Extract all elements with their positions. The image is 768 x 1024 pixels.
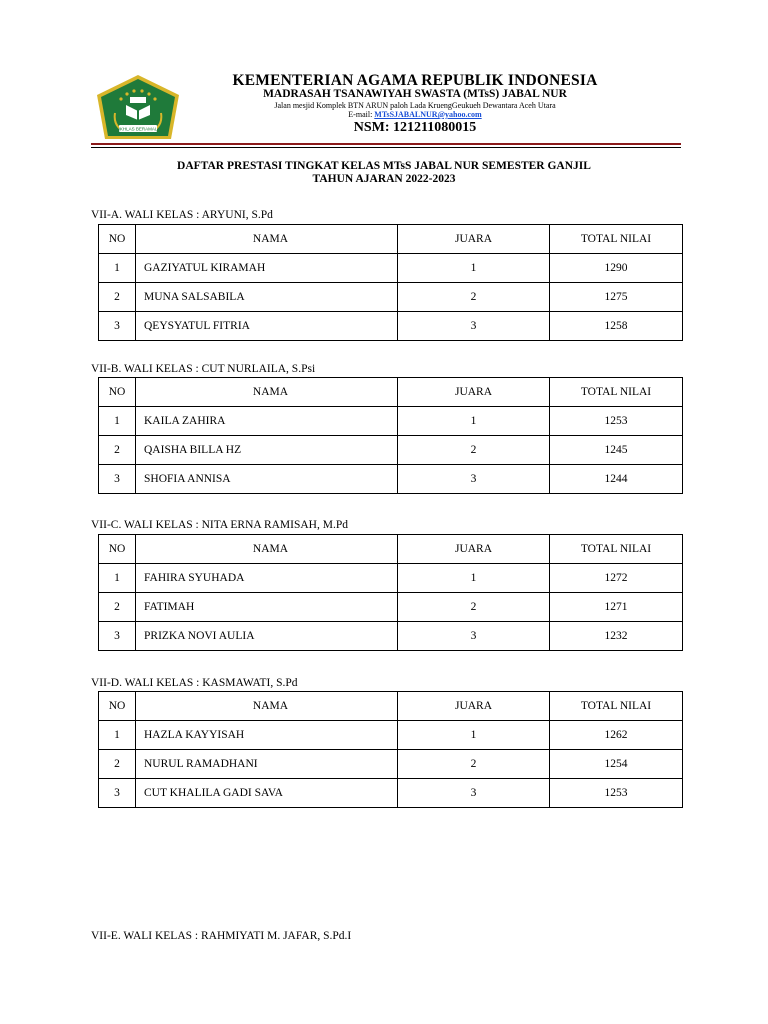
table-row [99,254,683,283]
cell-total: 1253 [550,779,683,808]
col-header-no: NO [99,535,136,564]
cell-juara: 1 [398,721,550,750]
col-header-juara: JUARA [398,692,550,721]
col-header-nama: NAMA [136,378,398,407]
table-header-row [99,225,683,254]
cell-nama: FATIMAH [136,593,398,622]
cell-total: 1253 [550,407,683,436]
cell-juara: 3 [398,465,550,494]
table-row [99,436,683,465]
school-name: MADRASAH TSANAWIYAH SWASTA (MTsS) JABAL NUR [263,88,567,100]
document-title: DAFTAR PRESTASI TINGKAT KELAS MTsS JABAL NUR SEMESTER GANJIL [177,160,591,172]
col-header-total: TOTAL NILAI [550,225,683,254]
cell-nama: QAISHA BILLA HZ [136,436,398,465]
email-line [190,110,640,119]
cell-no: 1 [99,721,136,750]
cell-no: 2 [99,593,136,622]
table-row [99,750,683,779]
cell-nama: KAILA ZAHIRA [136,407,398,436]
cell-nama: FAHIRA SYUHADA [136,564,398,593]
table-row [99,593,683,622]
table-row [99,622,683,651]
ministry-heading: KEMENTERIAN AGAMA REPUBLIK INDONESIA [232,72,598,89]
cell-total: 1290 [550,254,683,283]
cell-nama: NURUL RAMADHANI [136,750,398,779]
cell-juara: 2 [398,593,550,622]
section-label-vii-a: VII-A. WALI KELAS : ARYUNI, S.Pd [91,209,273,221]
cell-juara: 1 [398,407,550,436]
cell-nama: SHOFIA ANNISA [136,465,398,494]
cell-nama: MUNA SALSABILA [136,283,398,312]
table-row [99,564,683,593]
ranking-table-vii-d [98,691,683,808]
table-header-row [99,535,683,564]
section-label-vii-c: VII-C. WALI KELAS : NITA ERNA RAMISAH, M.Pd [91,519,348,531]
col-header-nama: NAMA [136,692,398,721]
col-header-nama: NAMA [136,225,398,254]
cell-juara: 3 [398,312,550,341]
cell-total: 1232 [550,622,683,651]
cell-nama: QEYSYATUL FITRIA [136,312,398,341]
school-address: Jalan mesjid Komplek BTN ARUN paloh Lada KruengGeukueh Dewantara Aceh Utara [274,101,556,110]
cell-total: 1271 [550,593,683,622]
col-header-total: TOTAL NILAI [550,378,683,407]
cell-nama: PRIZKA NOVI AULIA [136,622,398,651]
col-header-no: NO [99,692,136,721]
cell-juara: 2 [398,750,550,779]
ranking-table-vii-a [98,224,683,341]
cell-total: 1254 [550,750,683,779]
col-header-total: TOTAL NILAI [550,692,683,721]
table-row [99,283,683,312]
cell-no: 3 [99,622,136,651]
table-row [99,407,683,436]
cell-juara: 2 [398,283,550,312]
logo-motto: IKHLAS BERAMAL [118,126,158,132]
section-label-vii-e: VII-E. WALI KELAS : RAHMIYATI M. JAFAR, S.Pd.I [91,930,352,942]
cell-nama: HAZLA KAYYISAH [136,721,398,750]
table-header-row [99,378,683,407]
col-header-no: NO [99,378,136,407]
cell-no: 1 [99,407,136,436]
table-header-row [99,692,683,721]
cell-total: 1258 [550,312,683,341]
cell-nama: GAZIYATUL KIRAMAH [136,254,398,283]
email-link[interactable]: MTsSJABALNUR@yahoo.com [374,110,482,119]
cell-no: 1 [99,564,136,593]
cell-no: 3 [99,465,136,494]
col-header-no: NO [99,225,136,254]
col-header-total: TOTAL NILAI [550,535,683,564]
cell-total: 1272 [550,564,683,593]
table-row [99,312,683,341]
table-row [99,465,683,494]
table-row [99,779,683,808]
ranking-table-vii-c [98,534,683,651]
cell-total: 1244 [550,465,683,494]
section-label-vii-d: VII-D. WALI KELAS : KASMAWATI, S.Pd [91,677,298,689]
col-header-juara: JUARA [398,378,550,407]
cell-total: 1245 [550,436,683,465]
cell-total: 1262 [550,721,683,750]
col-header-juara: JUARA [398,225,550,254]
kemenag-logo [93,73,183,143]
cell-no: 2 [99,750,136,779]
section-label-vii-b: VII-B. WALI KELAS : CUT NURLAILA, S.Psi [91,363,316,375]
table-row [99,721,683,750]
cell-juara: 3 [398,622,550,651]
cell-no: 1 [99,254,136,283]
header-rule-black [91,147,681,148]
col-header-juara: JUARA [398,535,550,564]
cell-total: 1275 [550,283,683,312]
document-subtitle: TAHUN AJARAN 2022-2023 [312,173,456,185]
cell-juara: 1 [398,564,550,593]
cell-juara: 3 [398,779,550,808]
cell-no: 3 [99,312,136,341]
cell-nama: CUT KHALILA GADI SAVA [136,779,398,808]
cell-no: 3 [99,779,136,808]
cell-no: 2 [99,436,136,465]
cell-juara: 2 [398,436,550,465]
ranking-table-vii-b [98,377,683,494]
nsm-number: NSM: 121211080015 [353,120,477,135]
cell-juara: 1 [398,254,550,283]
col-header-nama: NAMA [136,535,398,564]
email-label: E-mail: [348,110,373,119]
header-rule-red [91,143,681,145]
cell-no: 2 [99,283,136,312]
